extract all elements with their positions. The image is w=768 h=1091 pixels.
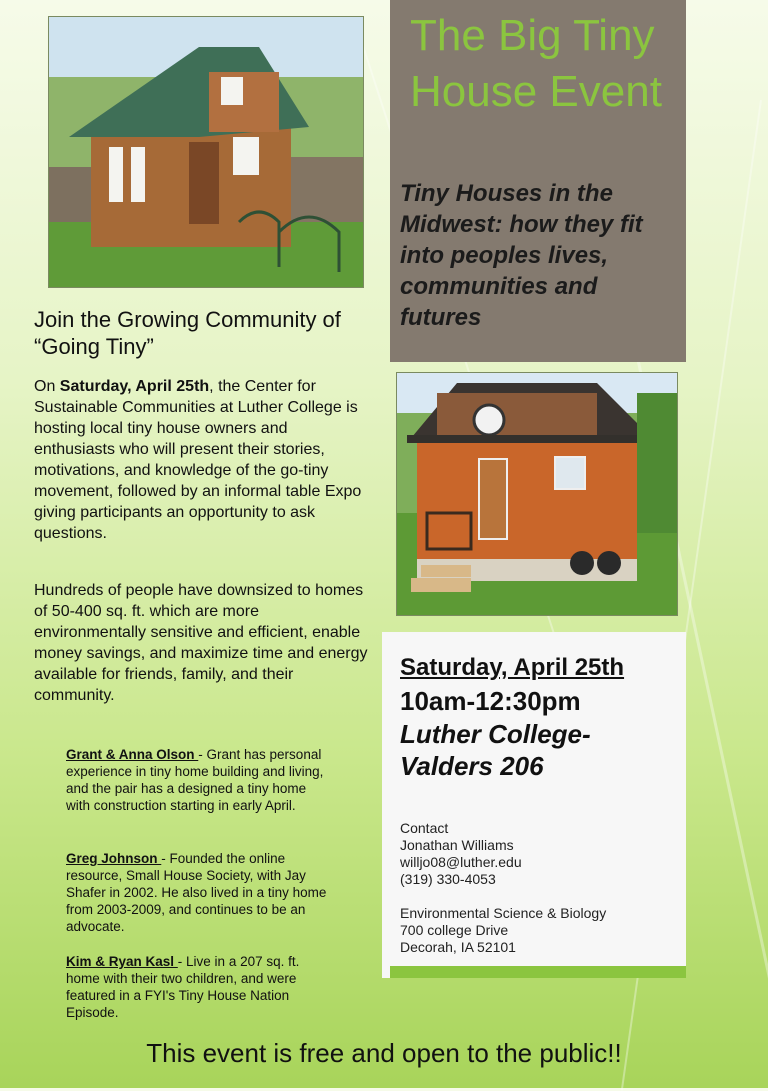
contact-city: Decorah, IA 52101 — [400, 939, 516, 955]
downsizing-paragraph: Hundreds of people have downsized to homes of 50-400 sq. ft. which are more environmentally sensitive and efficient, enable money savings, and maximize time and energy available for friends, family, and their community. — [34, 582, 368, 704]
accent-bar — [390, 966, 686, 978]
cabin-illustration — [49, 17, 363, 287]
contact-email[interactable]: willjo08@luther.edu — [400, 854, 522, 870]
contact-street: 700 college Drive — [400, 922, 509, 938]
host-entry — [66, 746, 328, 814]
host-name: Grant & Anna Olson — [66, 747, 199, 762]
host-desc: - Live in a 207 sq. ft. home with their two children, and were featured in a FYI's Tiny House Nation Episode. — [66, 954, 300, 1020]
event-date: Saturday, April 25th — [400, 654, 625, 681]
event-title: The Big Tiny House Event — [410, 11, 662, 116]
contact-label: Contact — [400, 820, 449, 836]
host-entry — [66, 850, 328, 935]
host-desc: - Grant has personal experience in tiny home building and living, and the pair has a designed a tiny home with construction starting in early April. — [66, 747, 324, 813]
event-subtitle: Tiny Houses in the Midwest: how they fit into peoples lives, communities and futures — [400, 180, 643, 331]
intro-date: Saturday, April 25th — [59, 378, 210, 395]
contact-name: Jonathan Williams — [400, 837, 514, 853]
trailer-house-illustration — [397, 373, 677, 615]
contact-dept: Environmental Science & Biology — [400, 905, 607, 921]
contact-phone: (319) 330-4053 — [400, 871, 496, 887]
cabin-photo — [48, 16, 364, 288]
intro-rest: , the Center for Sustainable Communities at Luther College is hosting local tiny house owners and enthusiasts who will present their stories, motivations, and knowledge of the go-tiny movement, followed by an informal table Expo giving participants an opportunity to ask questions. — [34, 378, 362, 542]
host-name: Greg Johnson — [66, 851, 162, 866]
title-box — [390, 0, 686, 362]
contact-block — [400, 820, 680, 956]
host-name: Kim & Ryan Kasl — [66, 954, 178, 969]
host-desc: - Founded the online resource, Small House Society, with Jay Shafer in 2002. He also lived in a tiny home from 2003-2009, and continues to be an advocate. — [66, 851, 327, 934]
event-time: 10am-12:30pm — [400, 686, 581, 716]
footer-text: This event is free and open to the public!! — [146, 1038, 622, 1068]
trailer-house-photo — [396, 372, 678, 616]
join-heading: Join the Growing Community of “Going Tiny” — [34, 307, 341, 359]
host-entry — [66, 953, 328, 1021]
event-venue: Luther College-Valders 206 — [400, 719, 591, 781]
intro-lead: On — [34, 378, 60, 395]
intro-paragraph — [34, 376, 370, 544]
